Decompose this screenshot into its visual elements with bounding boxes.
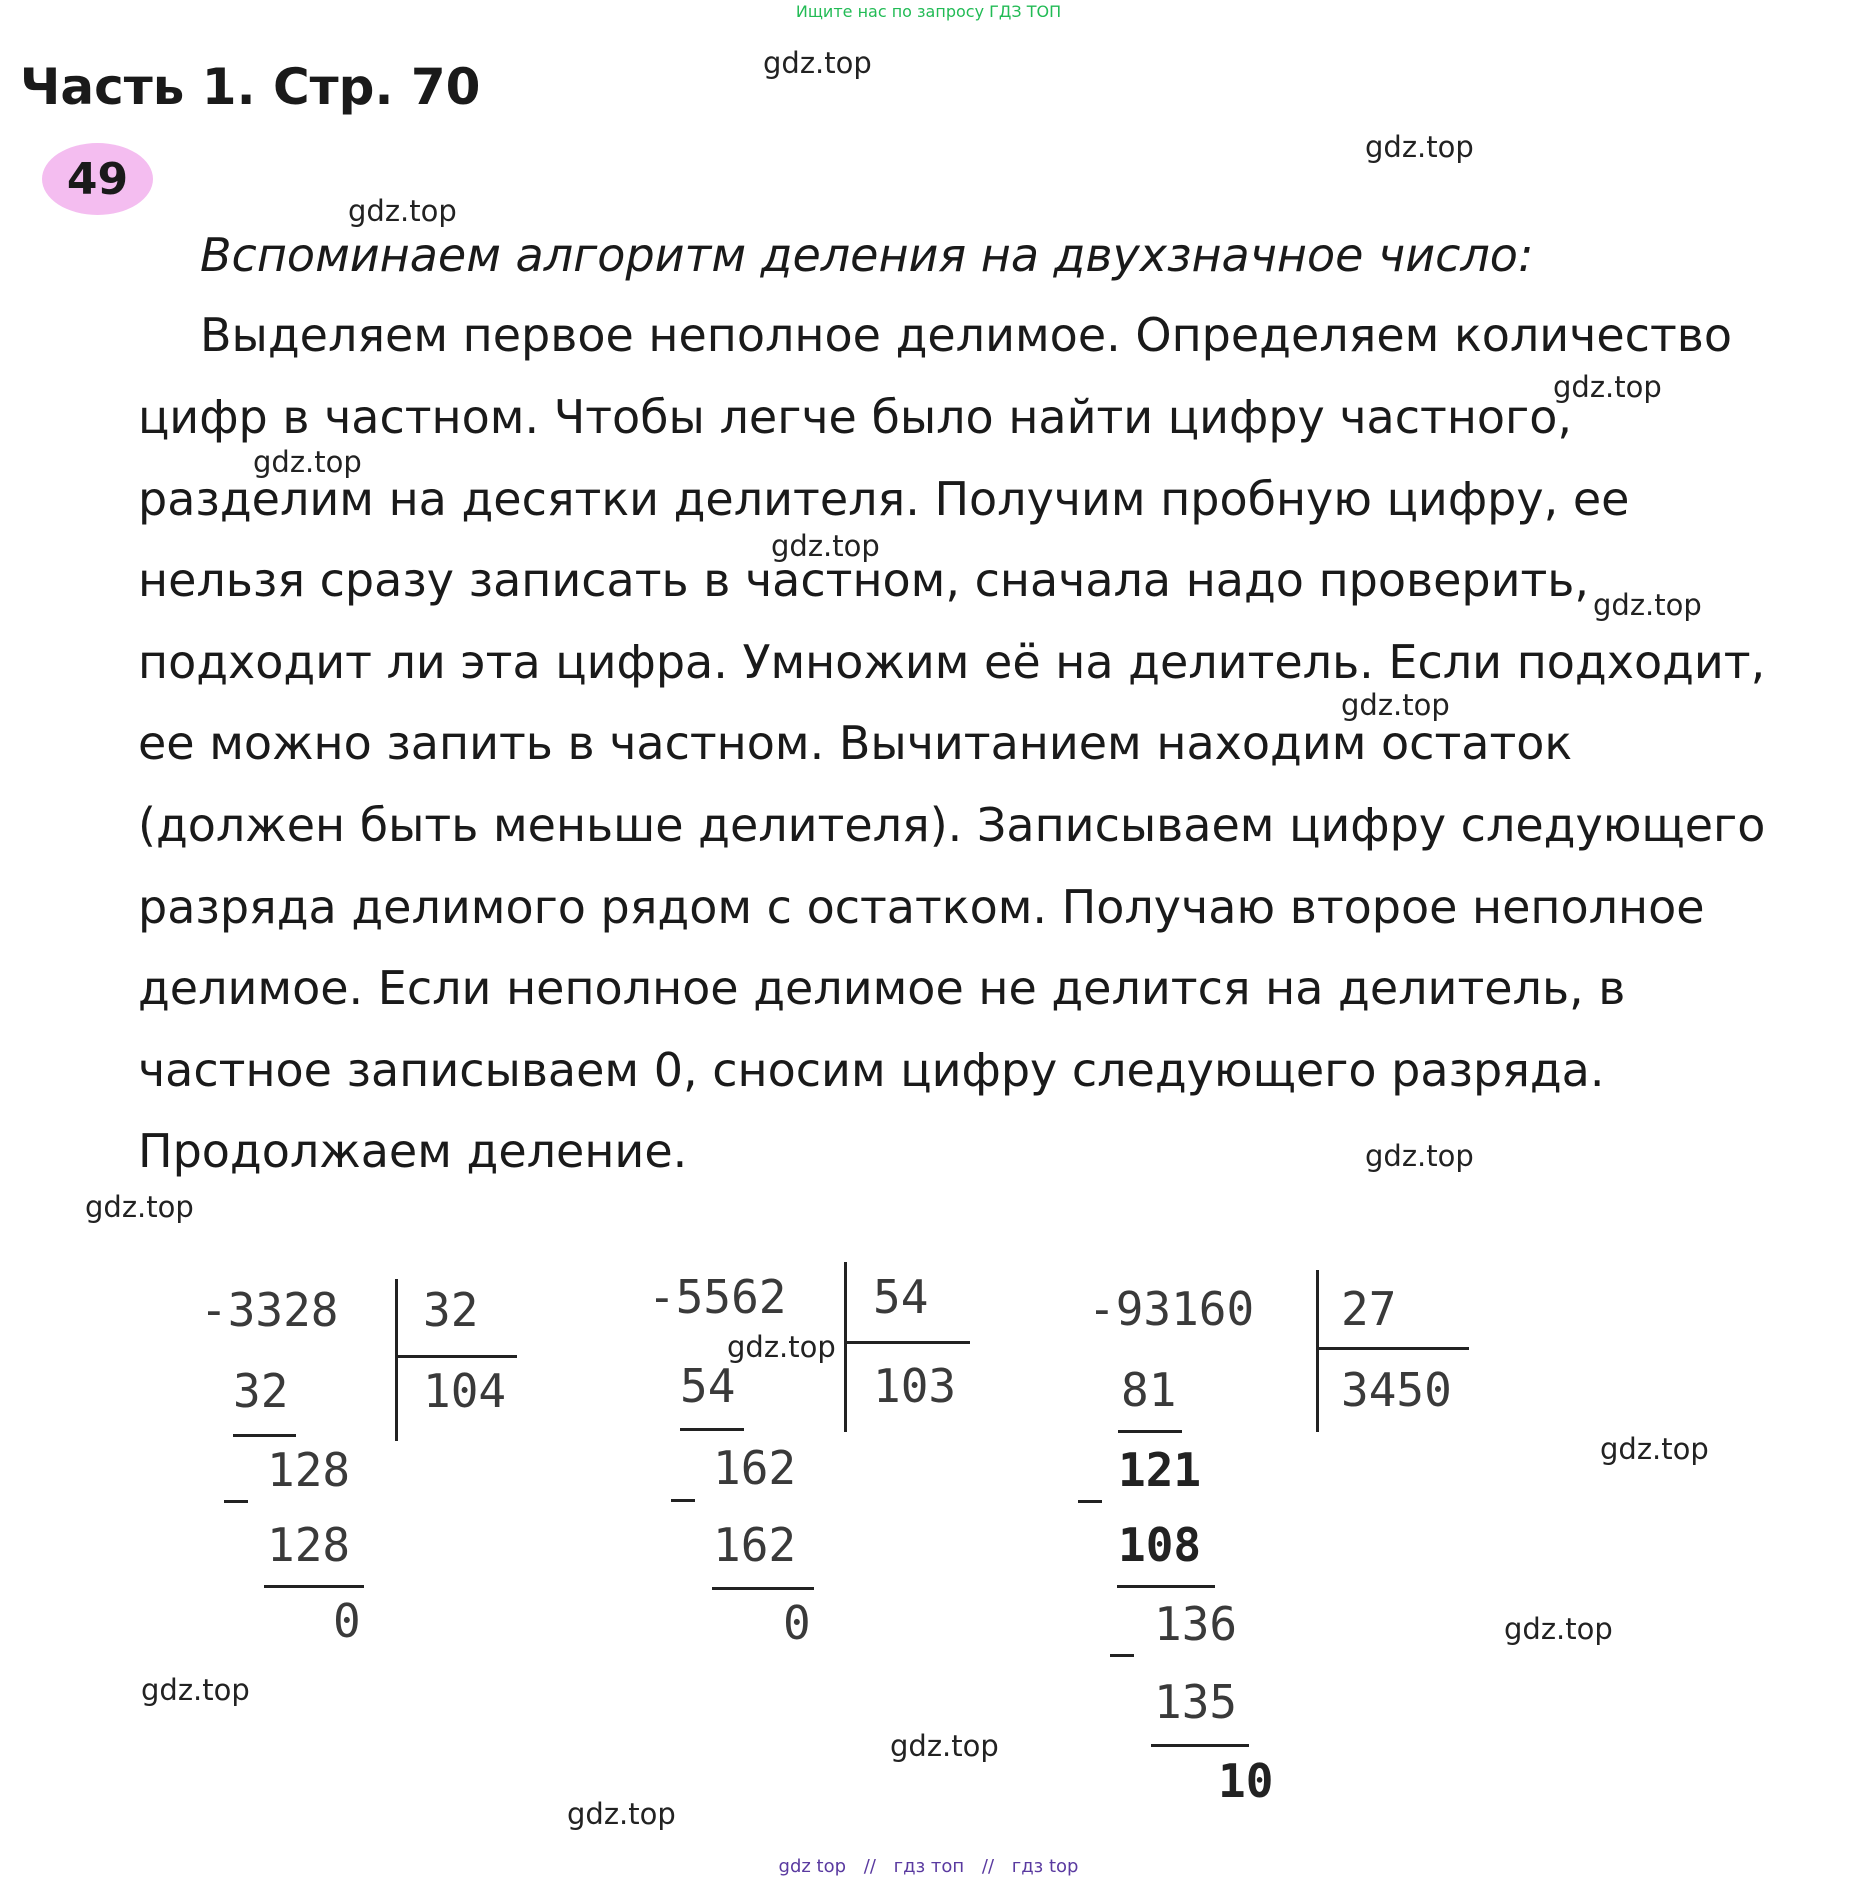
- watermark: gdz.top: [253, 445, 362, 479]
- step-value: 136: [1154, 1597, 1238, 1651]
- step-underline: [1151, 1744, 1249, 1747]
- divisor: 32: [423, 1283, 479, 1337]
- watermark: gdz.top: [1553, 370, 1662, 404]
- division-bar-vertical: [395, 1279, 398, 1441]
- step-value: 162: [713, 1441, 797, 1495]
- step-value: 81: [1121, 1363, 1177, 1417]
- divisor: 27: [1341, 1282, 1397, 1336]
- step-underline: [1118, 1430, 1182, 1433]
- minus-sign: [1078, 1500, 1102, 1503]
- step-value: 108: [1118, 1518, 1202, 1572]
- watermark: gdz.top: [1365, 1139, 1474, 1173]
- remainder: 0: [333, 1594, 361, 1648]
- footer-separator: //: [981, 1856, 995, 1877]
- footer-item: gdz top: [778, 1856, 847, 1877]
- paragraph-line: нельзя сразу записать в частном, сначала надо проверить,: [138, 553, 1590, 607]
- watermark: gdz.top: [348, 194, 457, 228]
- footer-separator: //: [863, 1856, 876, 1877]
- footer-links: [0, 1856, 1857, 1877]
- watermark: gdz.top: [1600, 1432, 1709, 1466]
- exercise-number-badge: [42, 143, 153, 215]
- paragraph-line: разделим на десятки делителя. Получим пробную цифру, ее: [138, 472, 1630, 526]
- step-underline: [264, 1585, 364, 1588]
- watermark: gdz.top: [1504, 1612, 1613, 1646]
- division-bar-vertical: [844, 1262, 847, 1432]
- division-bar-horizontal: [395, 1355, 517, 1358]
- paragraph-line: подходит ли эта цифра. Умножим её на делитель. Если подходит,: [138, 635, 1766, 689]
- watermark: gdz.top: [85, 1190, 194, 1224]
- division-bar-vertical: [1316, 1270, 1319, 1432]
- watermark: gdz.top: [567, 1797, 676, 1831]
- section-subtitle: Вспоминаем алгоритм деления на двухзначное число:: [200, 228, 1534, 282]
- watermark: gdz.top: [890, 1729, 999, 1763]
- division-bar-horizontal: [1316, 1347, 1469, 1350]
- remainder: 10: [1218, 1754, 1274, 1808]
- paragraph-line: Выделяем первое неполное делимое. Определяем количество: [200, 308, 1732, 362]
- step-underline: [712, 1587, 814, 1590]
- footer-item: гдз топ: [893, 1856, 965, 1877]
- quotient: 103: [873, 1359, 957, 1413]
- watermark: gdz.top: [771, 529, 880, 563]
- divisor: 54: [873, 1270, 929, 1324]
- paragraph-line: разряда делимого рядом с остатком. Получаю второе неполное: [138, 880, 1705, 934]
- remainder: 0: [783, 1596, 811, 1650]
- step-value: 121: [1118, 1443, 1202, 1497]
- step-value: 32: [233, 1364, 289, 1418]
- watermark: gdz.top: [1341, 688, 1450, 722]
- division-bar-horizontal: [844, 1341, 970, 1344]
- page-title: Часть 1. Стр. 70: [20, 58, 481, 116]
- step-underline: [680, 1428, 744, 1431]
- watermark: gdz.top: [727, 1330, 836, 1364]
- paragraph-line: цифр в частном. Чтобы легче было найти цифру частного,: [138, 390, 1572, 444]
- exercise-number: 49: [66, 153, 129, 205]
- minus-sign: [1110, 1654, 1134, 1657]
- watermark: gdz.top: [141, 1673, 250, 1707]
- watermark: gdz.top: [1593, 588, 1702, 622]
- step-value: 54: [680, 1359, 736, 1413]
- paragraph-line: Продолжаем деление.: [138, 1124, 688, 1178]
- step-value: 162: [713, 1518, 797, 1572]
- watermark: gdz.top: [763, 46, 872, 80]
- step-value: 135: [1154, 1675, 1238, 1729]
- watermark: gdz.top: [1365, 130, 1474, 164]
- quotient: 3450: [1341, 1363, 1452, 1417]
- minus-sign: [224, 1500, 248, 1503]
- paragraph-line: частное записываем 0, сносим цифру следующего разряда.: [138, 1043, 1605, 1097]
- paragraph-line: (должен быть меньше делителя). Записываем цифру следующего: [138, 798, 1766, 852]
- step-value: 128: [267, 1443, 351, 1497]
- paragraph-line: делимое. Если неполное делимое не делится на делитель, в: [138, 961, 1626, 1015]
- footer-item: гдз top: [1011, 1856, 1079, 1877]
- dividend: -3328: [200, 1283, 339, 1337]
- dividend: -5562: [648, 1270, 787, 1324]
- step-underline: [1117, 1585, 1215, 1588]
- step-underline: [233, 1434, 296, 1437]
- search-banner: Ищите нас по запросу ГДЗ ТОП: [795, 2, 1062, 21]
- minus-sign: [671, 1499, 695, 1502]
- step-value: 128: [267, 1518, 351, 1572]
- paragraph-line: ее можно запить в частном. Вычитанием находим остаток: [138, 716, 1573, 770]
- quotient: 104: [423, 1364, 507, 1418]
- dividend: -93160: [1088, 1282, 1255, 1336]
